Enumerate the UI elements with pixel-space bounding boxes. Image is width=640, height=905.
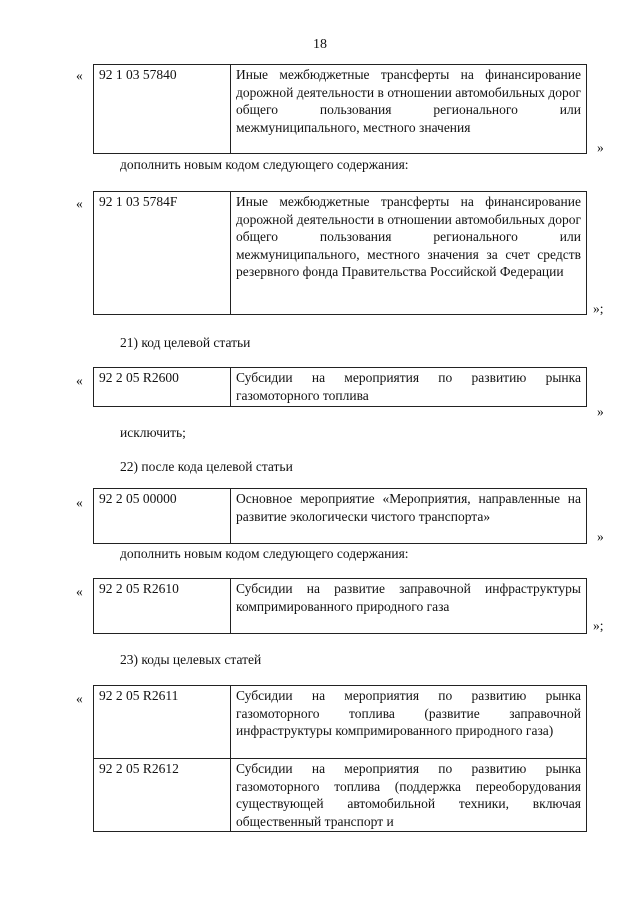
close-quote: » — [597, 140, 604, 155]
target-description: Иные межбюджетные трансферты на финансирование дорожной деятельности в отношении автомобильных дорог общего пользования регионального или межмуниципального, местного значения — [231, 65, 587, 154]
page-number: 18 — [313, 37, 327, 52]
table-row — [94, 489, 587, 544]
close-quote: » — [597, 404, 604, 419]
target-code: 92 2 05 00000 — [94, 489, 231, 544]
instruction-text: дополнить новым кодом следующего содержания: — [120, 157, 409, 172]
target-description: Субсидии на мероприятия по развитию рынка газомоторного топлива — [231, 368, 587, 407]
target-code: 92 2 05 R2600 — [94, 368, 231, 407]
open-quote: « — [76, 196, 83, 211]
open-quote: « — [76, 691, 83, 706]
target-code: 92 2 05 R2612 — [94, 759, 231, 832]
instruction-text: дополнить новым кодом следующего содержания: — [120, 546, 409, 561]
item-21-heading: 21) код целевой статьи — [120, 335, 251, 350]
target-code: 92 2 05 R2611 — [94, 686, 231, 759]
target-description: Иные межбюджетные трансферты на финансирование дорожной деятельности в отношении автомобильных дорог общего пользования регионального или межмуниципального, местного значения за счет средств резервного фонда Правительства Российской Федерации — [231, 192, 587, 315]
instruction-text: исключить; — [120, 425, 186, 440]
code-table-6 — [93, 685, 587, 832]
table-row — [94, 579, 587, 634]
code-table-5 — [93, 578, 587, 634]
table-row — [94, 686, 587, 759]
open-quote: « — [76, 373, 83, 388]
item-22-heading: 22) после кода целевой статьи — [120, 459, 293, 474]
table-row — [94, 192, 587, 315]
table-row — [94, 368, 587, 407]
close-quote: »; — [593, 301, 604, 316]
target-code: 92 2 05 R2610 — [94, 579, 231, 634]
code-table-3 — [93, 367, 587, 407]
open-quote: « — [76, 68, 83, 83]
open-quote: « — [76, 584, 83, 599]
open-quote: « — [76, 495, 83, 510]
code-table-1 — [93, 64, 587, 154]
code-table-2 — [93, 191, 587, 315]
target-code: 92 1 03 5784F — [94, 192, 231, 315]
item-23-heading: 23) коды целевых статей — [120, 652, 262, 667]
target-description: Субсидии на развитие заправочной инфраструктуры компримированного природного газа — [231, 579, 587, 634]
target-description: Субсидии на мероприятия по развитию рынка газомоторного топлива (поддержка переоборудования существующей автомобильной техники, включая общественный транспорт и — [231, 759, 587, 832]
code-table-4 — [93, 488, 587, 544]
target-code: 92 1 03 57840 — [94, 65, 231, 154]
table-row — [94, 759, 587, 832]
close-quote: »; — [593, 618, 604, 633]
target-description: Основное мероприятие «Мероприятия, направленные на развитие экологически чистого транспорта» — [231, 489, 587, 544]
target-description: Субсидии на мероприятия по развитию рынка газомоторного топлива (развитие заправочной инфраструктуры компримированного природного газа) — [231, 686, 587, 759]
table-row — [94, 65, 587, 154]
close-quote: » — [597, 529, 604, 544]
